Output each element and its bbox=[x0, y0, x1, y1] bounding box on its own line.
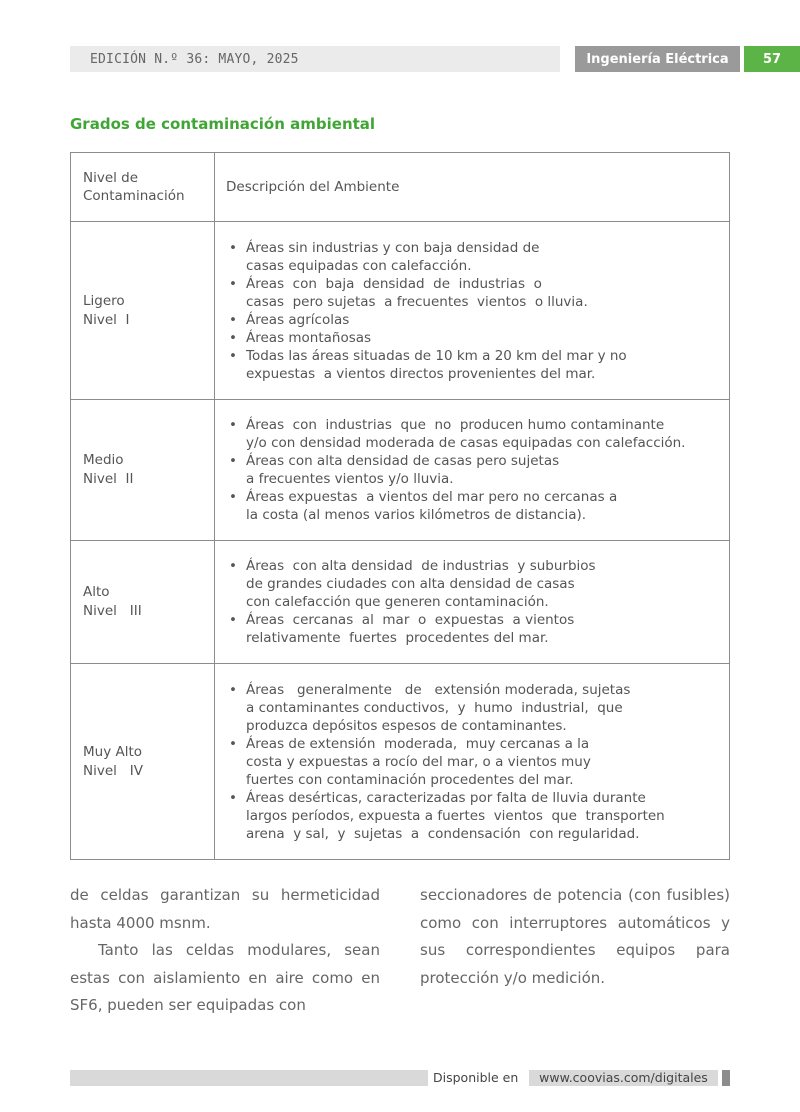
description-cell bbox=[215, 541, 730, 664]
level-label: Alto bbox=[83, 584, 110, 600]
list-item bbox=[226, 452, 721, 488]
list-item bbox=[226, 275, 721, 311]
list-item-line: casas pero sujetas a frecuentes vientos o lluvia. bbox=[246, 293, 588, 310]
list-item-line: la costa (al menos varios kilómetros de distancia). bbox=[246, 507, 587, 523]
header-cell-description: Descripción del Ambiente bbox=[215, 153, 730, 222]
list-item bbox=[226, 789, 721, 843]
list-item-line: • Áreas agrícolas bbox=[246, 311, 350, 328]
table-header-row bbox=[71, 153, 730, 222]
description-list bbox=[226, 681, 721, 843]
list-item-line: expuestas a vientos directos provenientes del mar. bbox=[246, 365, 596, 382]
list-item-line: • Áreas montañosas bbox=[246, 329, 372, 346]
level-label: Nivel III bbox=[83, 603, 142, 619]
list-item-line: • Áreas desérticas, caracterizadas por falta de lluvia durante bbox=[246, 789, 646, 806]
table-body bbox=[71, 222, 730, 860]
list-item-line: y/o con densidad moderada de casas equipadas con calefacción. bbox=[246, 435, 686, 451]
level-cell bbox=[71, 222, 215, 400]
list-item bbox=[226, 347, 721, 383]
list-item bbox=[226, 329, 721, 347]
description-list bbox=[226, 416, 721, 524]
list-item-line: • Áreas cercanas al mar o expuestas a vientos bbox=[246, 612, 575, 628]
page-number: 57 bbox=[744, 46, 800, 72]
body-column-left bbox=[70, 882, 380, 1020]
description-cell bbox=[215, 222, 730, 400]
list-item-line: casas equipadas con calefacción. bbox=[246, 257, 472, 274]
table-row bbox=[71, 664, 730, 860]
body-paragraph: seccionadores de potencia (con fusibles) como con interruptores automáticos y sus correspondientes equipos para protección y/o medición. bbox=[420, 886, 730, 987]
footer-label: Disponible en bbox=[433, 1070, 519, 1085]
list-item bbox=[226, 557, 721, 611]
list-item bbox=[226, 681, 721, 735]
list-item bbox=[226, 311, 721, 329]
table-row bbox=[71, 222, 730, 400]
list-item-line: • Áreas sin industrias y con baja densidad de bbox=[246, 239, 540, 256]
level-cell bbox=[71, 541, 215, 664]
list-item-line: • Áreas generalmente de extensión moderada, sujetas bbox=[246, 681, 631, 698]
header-level-line: Nivel de bbox=[83, 170, 139, 186]
description-cell bbox=[215, 664, 730, 860]
footer-url-link[interactable]: www.coovias.com/digitales bbox=[529, 1070, 718, 1086]
list-item-line: • Áreas expuestas a vientos del mar pero no cercanas a bbox=[246, 489, 618, 505]
list-item-line: de grandes ciudades con alta densidad de casas bbox=[246, 576, 575, 592]
list-item bbox=[226, 735, 721, 789]
list-item bbox=[226, 416, 721, 452]
table-row bbox=[71, 541, 730, 664]
level-label: Nivel II bbox=[83, 471, 134, 487]
list-item-line: • Áreas con baja densidad de industrias o bbox=[246, 275, 542, 292]
list-item-line: costa y expuestas a rocío del mar, o a vientos muy bbox=[246, 753, 591, 770]
level-label: Medio bbox=[83, 452, 124, 468]
list-item bbox=[226, 611, 721, 647]
description-cell bbox=[215, 400, 730, 541]
list-item-line: • Áreas con alta densidad de industrias y suburbios bbox=[246, 558, 596, 574]
list-item-line: • Áreas con alta densidad de casas pero sujetas bbox=[246, 453, 560, 469]
list-item bbox=[226, 488, 721, 524]
footer-bar bbox=[70, 1070, 428, 1086]
footer-end-marker bbox=[722, 1070, 730, 1086]
header-cell-level bbox=[71, 153, 215, 222]
list-item-line: a contaminantes conductivos, y humo industrial, que bbox=[246, 699, 623, 716]
table-row bbox=[71, 400, 730, 541]
description-list bbox=[226, 239, 721, 383]
list-item-line: • Áreas de extensión moderada, muy cercanas a la bbox=[246, 735, 590, 752]
level-label: Muy Alto bbox=[83, 743, 143, 760]
level-label: Ligero bbox=[83, 292, 125, 309]
header-section-label: Ingeniería Eléctrica bbox=[575, 46, 740, 72]
list-item-line: • Todas las áreas situadas de 10 km a 20 km del mar y no bbox=[246, 347, 627, 364]
list-item-line: arena y sal, y sujetas a condensación con regularidad. bbox=[246, 825, 640, 842]
header-edition: EDICIÓN N.º 36: MAYO, 2025 bbox=[70, 46, 560, 72]
list-item-line: • Áreas con industrias que no producen humo contaminante bbox=[246, 417, 665, 433]
description-list bbox=[226, 557, 721, 647]
list-item-line: con calefacción que generen contaminación. bbox=[246, 594, 549, 610]
body-paragraph: Tanto las celdas modulares, sean estas con aislamiento en aire como en SF6, pueden ser equipadas con bbox=[70, 941, 380, 1015]
level-label: Nivel I bbox=[83, 311, 130, 328]
header-level-line: Contaminación bbox=[83, 188, 185, 204]
contamination-table bbox=[70, 152, 730, 860]
list-item bbox=[226, 239, 721, 275]
list-item-line: fuertes con contaminación procedentes del mar. bbox=[246, 771, 574, 788]
level-label: Nivel IV bbox=[83, 762, 143, 779]
list-item-line: produzca depósitos espesos de contaminantes. bbox=[246, 717, 567, 734]
list-item-line: relativamente fuertes procedentes del mar. bbox=[246, 630, 549, 646]
body-column-right bbox=[420, 882, 730, 992]
list-item-line: largos períodos, expuesta a fuertes vientos que transporten bbox=[246, 807, 665, 824]
body-paragraph: de celdas garantizan su hermeticidad hasta 4000 msnm. bbox=[70, 886, 380, 932]
level-cell bbox=[71, 664, 215, 860]
level-cell bbox=[71, 400, 215, 541]
section-title: Grados de contaminación ambiental bbox=[70, 115, 376, 133]
list-item-line: a frecuentes vientos y/o lluvia. bbox=[246, 471, 454, 487]
